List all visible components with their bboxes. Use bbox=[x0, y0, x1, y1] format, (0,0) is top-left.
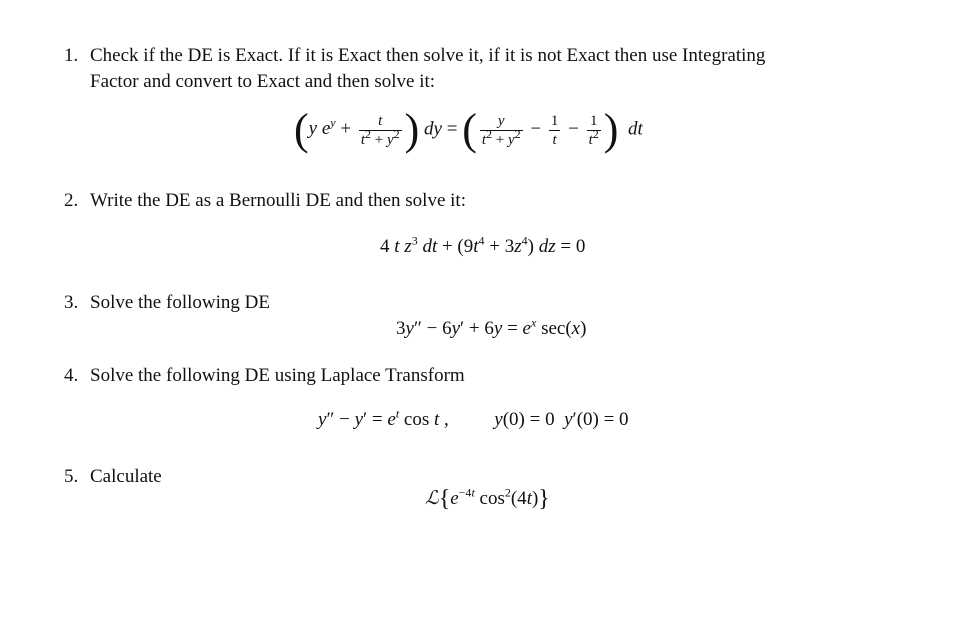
problem-2 bbox=[64, 188, 466, 214]
equation-4: $y'' - y' = e^t$ cos t , y(0) = 0 y′(0) = 0 bbox=[318, 406, 629, 430]
problem-3-text: Solve the following DE bbox=[90, 292, 270, 313]
equation-1: (y $e^y$ + $\frac{t}{t^2 + y^2}$ ) dy = ( $\frac{y}{t^2 + y^2}$ − $\frac{1}{t}$ − $\frac{1}{t^2}$ ) dt bbox=[294, 105, 643, 154]
problem-2-text: Write the DE as a Bernoulli DE and then solve it: bbox=[90, 190, 466, 211]
problem-1-text-line2: Factor and convert to Exact and then solve it: bbox=[90, 71, 436, 92]
problem-5-number: 5. bbox=[64, 466, 79, 487]
problem-5 bbox=[64, 464, 162, 490]
problem-4-text: Solve the following DE using Laplace Transform bbox=[90, 365, 465, 386]
problem-1 bbox=[64, 43, 765, 69]
problem-4 bbox=[64, 363, 465, 389]
equation-5: $ℒ\{e^{-4t}$ $\cos^2(4t)$} bbox=[425, 485, 550, 512]
problem-1-text: Check if the DE is Exact. If it is Exact then solve it, if it is not Exact then use Integrating bbox=[90, 45, 766, 66]
problem-5-text: Calculate bbox=[90, 466, 162, 487]
problem-2-number: 2. bbox=[64, 190, 79, 211]
problem-3 bbox=[64, 290, 270, 316]
problem-1-number: 1. bbox=[64, 45, 79, 66]
equation-3: $3y'' - 6y' + 6y = e^x$ sec(x) bbox=[396, 315, 587, 339]
problem-4-number: 4. bbox=[64, 365, 79, 386]
equation-2: 4 t $z^3$ dt + $(9t^4 + 3z^4)$ dz = 0 bbox=[380, 233, 586, 257]
problem-3-number: 3. bbox=[64, 292, 79, 313]
